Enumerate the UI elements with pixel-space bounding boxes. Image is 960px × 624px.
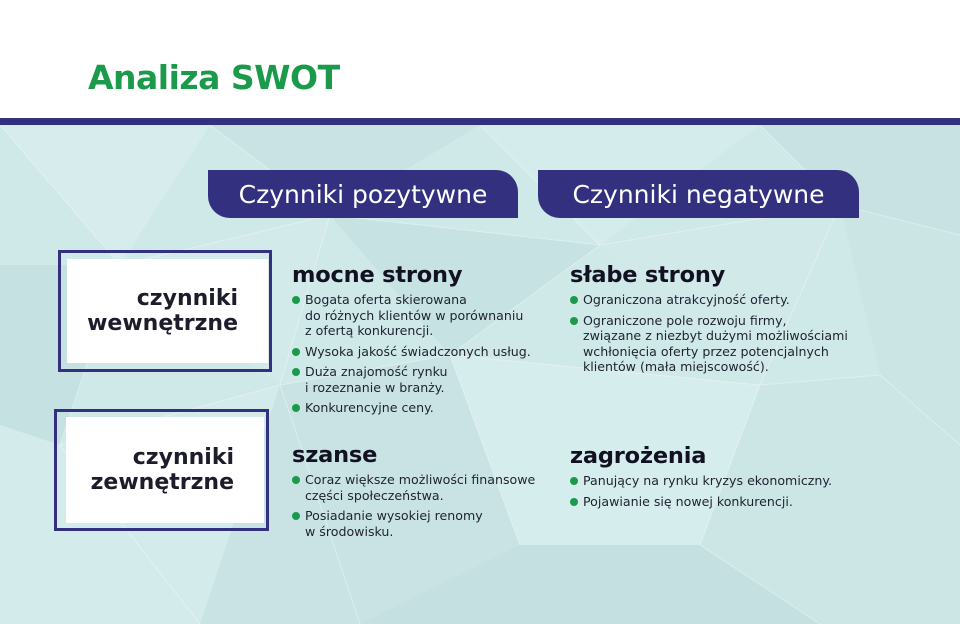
header: [0, 0, 960, 118]
list-item: Duża znajomość rynku i rozeznanie w branży.: [292, 364, 552, 395]
negative-factors-header: Czynniki negatywne: [538, 170, 859, 218]
list-item: Pojawianie się nowej konkurencji.: [570, 494, 890, 510]
list-item: Panujący na rynku kryzys ekonomiczny.: [570, 473, 890, 489]
bullet-icon: [570, 477, 578, 485]
list-item: Posiadanie wysokiej renomy w środowisku.: [292, 508, 562, 539]
strengths-heading: mocne strony: [292, 262, 463, 288]
weaknesses-heading: słabe strony: [570, 262, 726, 288]
internal-card: [67, 259, 268, 363]
bullet-icon: [292, 296, 300, 304]
bullet-icon: [570, 296, 578, 304]
list-item: Bogata oferta skierowana do różnych klientów w porównaniu z ofertą konkurencji.: [292, 292, 552, 339]
list-item: Konkurencyjne ceny.: [292, 400, 552, 416]
strengths-quadrant: [292, 261, 552, 421]
threats-quadrant: [570, 442, 890, 514]
list-item: Wysoka jakość świadczonych usług.: [292, 344, 552, 360]
strengths-list: [292, 292, 552, 416]
weaknesses-list: [570, 292, 890, 375]
internal-label-line1: czynniki: [136, 286, 238, 311]
header-divider: [0, 118, 960, 125]
opportunities-list: [292, 472, 562, 539]
list-item: Ograniczona atrakcyjność oferty.: [570, 292, 890, 308]
internal-label-line2: wewnętrzne: [87, 311, 238, 336]
opportunities-quadrant: [292, 441, 562, 544]
external-label-line2: zewnętrzne: [90, 470, 234, 495]
external-label-line1: czynniki: [132, 445, 234, 470]
positive-factors-header: Czynniki pozytywne: [208, 170, 518, 218]
opportunities-heading: szanse: [292, 442, 378, 468]
bullet-icon: [292, 368, 300, 376]
bullet-icon: [292, 476, 300, 484]
threats-list: [570, 473, 890, 509]
page-title: Analiza SWOT: [88, 58, 340, 97]
external-card: [66, 417, 264, 523]
bullet-icon: [570, 317, 578, 325]
threats-heading: zagrożenia: [570, 443, 707, 469]
weaknesses-quadrant: [570, 261, 890, 380]
bullet-icon: [292, 404, 300, 412]
bullet-icon: [292, 348, 300, 356]
bullet-icon: [292, 512, 300, 520]
list-item: Coraz większe możliwości finansowe części społeczeństwa.: [292, 472, 562, 503]
bullet-icon: [570, 498, 578, 506]
list-item: Ograniczone pole rozwoju firmy, związane z niezbyt dużymi możliwościami wchłonięcia oferty przez potencjalnych klientów (mała miejscowość).: [570, 313, 890, 375]
